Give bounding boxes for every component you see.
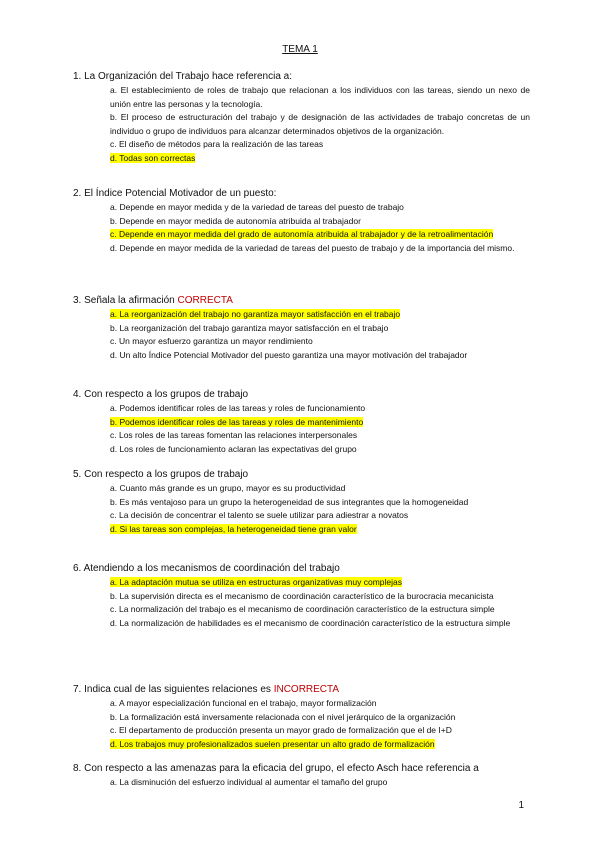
option-d: d. Un alto Índice Potencial Motivador del puesto garantiza una mayor motivación del trabajador xyxy=(110,349,468,360)
options-list xyxy=(110,84,530,165)
option-a-highlighted: a. La adaptación mutua se utiliza en estructuras organizativas muy complejas xyxy=(110,577,402,587)
stem-keyword: CORRECTA xyxy=(177,295,233,306)
options-list xyxy=(110,482,530,536)
question-8 xyxy=(73,762,533,790)
question-1 xyxy=(73,70,533,165)
question-stem: 5. Con respecto a los grupos de trabajo xyxy=(73,469,249,480)
options-list xyxy=(110,776,530,790)
option-b: b. El proceso de estructuración del trabajo y de designación de las actividades de trabajo concretas de un individuo o grupo de individuos para alcanzar determinados objetivos de la organización. xyxy=(110,112,530,136)
question-stem: 1. La Organización del Trabajo hace referencia a: xyxy=(73,71,293,82)
options-list xyxy=(110,402,530,456)
question-6 xyxy=(73,562,533,630)
option-c: c. La decisión de concentrar el talento se suele utilizar para adiestrar a novatos xyxy=(110,510,409,520)
option-b: b. Depende en mayor medida de autonomía atribuida al trabajador xyxy=(110,215,361,226)
option-a: a. A mayor especialización funcional en el trabajo, mayor formalización xyxy=(110,698,377,708)
question-3 xyxy=(73,294,533,362)
option-a: a. El establecimiento de roles de trabajo que relacionan a los individuos con las tareas, siendo un nexo de unión entre las personas y la tecnología. xyxy=(110,85,530,109)
option-b: b. La reorganización del trabajo garantiza mayor satisfacción en el trabajo xyxy=(110,322,389,333)
question-stem: 3. Señala la afirmación CORRECTA xyxy=(73,295,233,306)
options-list xyxy=(110,308,530,362)
question-stem: 6. Atendiendo a los mecanismos de coordinación del trabajo xyxy=(73,563,340,574)
option-d-highlighted: d. Todas son correctas xyxy=(110,152,196,163)
page-number: 1 xyxy=(518,800,524,811)
option-a: a. La disminución del esfuerzo individual al aumentar el tamaño del grupo xyxy=(110,777,388,787)
page-title: TEMA 1 xyxy=(282,44,318,55)
option-b-highlighted: b. Podemos identificar roles de las tareas y roles de mantenimiento xyxy=(110,416,364,427)
option-b: b. La supervisión directa es el mecanismo de coordinación característico de la burocracia mecanicista xyxy=(110,590,494,601)
question-stem: 8. Con respecto a las amenazas para la eficacia del grupo, el efecto Asch hace referencia a xyxy=(73,763,479,774)
option-d: d. Depende en mayor medida de la variedad de tareas del puesto de trabajo y de la importancia del mismo. xyxy=(110,242,515,253)
question-stem: 2. El Índice Potencial Motivador de un puesto: xyxy=(73,188,277,199)
options-list xyxy=(110,697,530,751)
question-2 xyxy=(73,187,533,255)
question-4 xyxy=(73,388,533,456)
question-5 xyxy=(73,468,533,536)
option-a: a. Cuanto más grande es un grupo, mayor es su productividad xyxy=(110,483,346,493)
option-c: c. El diseño de métodos para la realización de las tareas xyxy=(110,139,324,149)
option-a: a. Depende en mayor medida y de la variedad de tareas del puesto de trabajo xyxy=(110,202,404,212)
question-stem: 7. Indica cual de las siguientes relaciones es INCORRECTA xyxy=(73,684,340,695)
option-c: c. La normalización del trabajo es el mecanismo de coordinación característico de la estructura simple xyxy=(110,604,495,614)
option-c: c. Los roles de las tareas fomentan las relaciones interpersonales xyxy=(110,430,358,440)
question-stem: 4. Con respecto a los grupos de trabajo xyxy=(73,389,249,400)
option-d: d. Los roles de funcionamiento aclaran las expectativas del grupo xyxy=(110,443,357,454)
options-list xyxy=(110,576,530,630)
option-d-highlighted: d. Si las tareas son complejas, la heterogeneidad tiene gran valor xyxy=(110,523,357,534)
question-7 xyxy=(73,683,533,751)
option-d-highlighted: d. Los trabajos muy profesionalizados suelen presentar un alto grado de formalización xyxy=(110,738,435,749)
option-d: d. La normalización de habilidades es el mecanismo de coordinación característico de la estructura simple xyxy=(110,617,511,628)
option-b: b. Es más ventajoso para un grupo la heterogeneidad de sus integrantes que la homogeneidad xyxy=(110,496,469,507)
options-list xyxy=(110,201,530,255)
option-a-highlighted: a. La reorganización del trabajo no garantiza mayor satisfacción en el trabajo xyxy=(110,309,401,319)
stem-keyword: INCORRECTA xyxy=(273,684,340,695)
option-a: a. Podemos identificar roles de las tareas y roles de funcionamiento xyxy=(110,403,366,413)
option-c: c. Un mayor esfuerzo garantiza un mayor rendimiento xyxy=(110,336,313,346)
option-b: b. La formalización está inversamente relacionada con el nivel jerárquico de la organización xyxy=(110,711,456,722)
option-c-highlighted: c. Depende en mayor medida del grado de autonomía atribuida al trabajador y de la retroalimentación xyxy=(110,229,494,239)
option-c: c. El departamento de producción presenta un mayor grado de formalización que el de I+D xyxy=(110,725,452,735)
